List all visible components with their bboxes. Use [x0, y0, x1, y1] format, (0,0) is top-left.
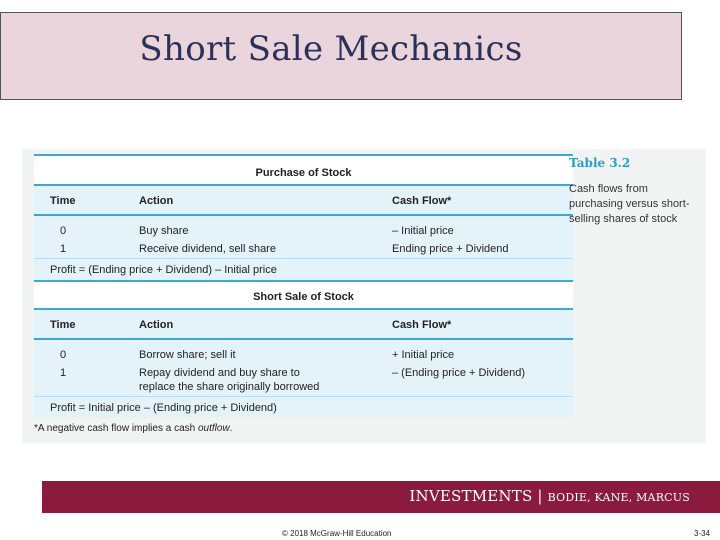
- row-time: 1: [60, 367, 67, 379]
- col-time: Time: [50, 319, 76, 331]
- col-time: Time: [50, 195, 76, 207]
- title-box: [0, 12, 682, 100]
- table-number: Table 3.2: [569, 156, 631, 170]
- row-action-line-1: Repay dividend and buy share to: [139, 367, 300, 379]
- table-panel: [22, 149, 706, 443]
- col-cash-flow: Cash Flow*: [392, 195, 452, 207]
- short-sale-column-headers: [34, 310, 573, 340]
- footnote-emphasis: outflow: [197, 423, 230, 434]
- footnote: [34, 423, 232, 434]
- footer-bar: [42, 481, 720, 513]
- slide-title: Short Sale Mechanics: [139, 29, 523, 69]
- row-time: 0: [60, 225, 67, 237]
- footnote-end: .: [229, 423, 233, 434]
- row-action: Receive dividend, sell share: [139, 243, 276, 255]
- table-row: [34, 364, 573, 396]
- purchase-profit: Profit = (Ending price + Dividend) – Initial price: [34, 258, 573, 280]
- row-time: 1: [60, 243, 67, 255]
- copyright: © 2018 McGraw-Hill Education: [282, 529, 392, 538]
- short-sale-heading: Short Sale of Stock: [34, 280, 573, 310]
- row-action: Borrow share; sell it: [139, 349, 236, 361]
- purchase-column-headers: [34, 186, 573, 216]
- row-cash-flow: + Initial price: [392, 349, 455, 361]
- row-action: Buy share: [139, 225, 189, 237]
- brand-main: INVESTMENTS: [409, 487, 533, 505]
- short-sale-profit: Profit = Initial price – (Ending price + Dividend): [34, 396, 573, 418]
- footnote-text: *A negative cash flow implies a cash: [34, 423, 198, 434]
- row-action-line-2: replace the share originally borrowed: [139, 381, 320, 393]
- col-action: Action: [139, 319, 174, 331]
- row-action: [139, 366, 319, 394]
- row-cash-flow: – Initial price: [392, 225, 454, 237]
- footer-brand: [409, 487, 690, 505]
- col-cash-flow: Cash Flow*: [392, 319, 452, 331]
- row-cash-flow: Ending price + Dividend: [392, 243, 509, 255]
- table-row: [34, 346, 573, 364]
- table-row: [34, 222, 573, 240]
- brand-authors: BODIE, KANE, MARCUS: [547, 491, 690, 504]
- table-row: [34, 240, 573, 258]
- table-description: Cash flows from purchasing versus short-selling shares of stock: [569, 183, 690, 225]
- table-caption: [569, 154, 694, 227]
- page-number: 3-34: [694, 529, 711, 538]
- row-time: 0: [60, 349, 67, 361]
- row-cash-flow: – (Ending price + Dividend): [392, 367, 525, 379]
- brand-separator: |: [532, 487, 548, 505]
- col-action: Action: [139, 195, 174, 207]
- cash-flow-table: [34, 154, 573, 418]
- purchase-heading: Purchase of Stock: [34, 154, 573, 186]
